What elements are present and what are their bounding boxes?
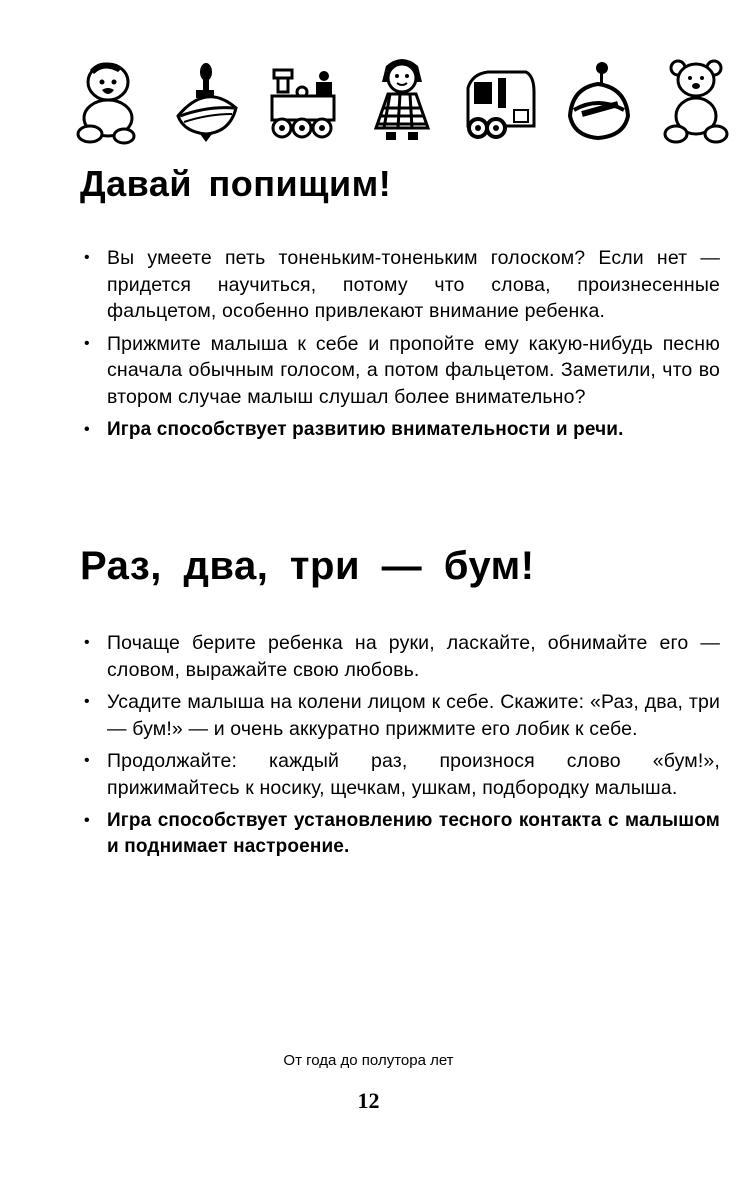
running-footer: От года до полутора лет bbox=[283, 1052, 454, 1069]
list-item-summary bbox=[82, 808, 720, 861]
list-item bbox=[82, 689, 720, 742]
toy-truck-icon bbox=[464, 52, 536, 148]
list-item-text: Игра способствует установлению тесного контакта с малышом и поднимает настроение. bbox=[107, 809, 720, 858]
bullet-icon: • bbox=[84, 811, 90, 829]
toy-train-icon bbox=[268, 52, 340, 148]
section-title: Давай попищим! bbox=[80, 163, 392, 204]
section-title: Раз, два, три — бум! bbox=[80, 544, 535, 588]
bullet-icon: • bbox=[84, 249, 90, 266]
list-item-text: Прижмите малыша к себе и пропойте ему какую-нибудь песню сначала обычным голосом, а потом фальцетом. Заметили, что во втором случае малыш слушал более внимательно? bbox=[107, 332, 720, 408]
list-item-text: Вы умеете петь тоненьким-тоненьким голоском? Если нет — придется научиться, потому что слова, произнесенные фальцетом, особенно привлекают внимание ребенка. bbox=[107, 247, 720, 323]
bullet-icon: • bbox=[84, 420, 90, 438]
teddy-bear-icon bbox=[660, 52, 732, 148]
header-illustrations bbox=[72, 48, 732, 148]
list-item-text: Усадите малыша на колени лицом к себе. Скажите: «Раз, два, три — бум!» — и очень аккуратно прижмите его лобик к себе. bbox=[107, 691, 720, 740]
list-item-summary bbox=[82, 417, 720, 444]
list-item bbox=[82, 748, 720, 801]
list-item bbox=[82, 245, 720, 325]
list-item-text: Почаще берите ребенка на руки, ласкайте, обнимайте его — словом, выражайте свою любовь. bbox=[107, 632, 720, 681]
doll-icon bbox=[366, 52, 438, 148]
bullet-icon: • bbox=[84, 752, 90, 770]
list-item-text: Игра способствует развитию внимательности и речи. bbox=[107, 418, 624, 440]
bullet-icon: • bbox=[84, 634, 90, 651]
section-bullet-list bbox=[82, 245, 720, 449]
spinning-top-round-icon bbox=[562, 52, 634, 148]
teddy-bear-with-cap-icon bbox=[72, 52, 144, 148]
list-item bbox=[82, 630, 720, 683]
spinning-top-icon bbox=[170, 52, 242, 148]
bullet-icon: • bbox=[84, 334, 90, 352]
list-item bbox=[82, 331, 720, 411]
list-item-text: Продолжайте: каждый раз, произнося слово «бум!», прижимайтесь к носику, щечкам, ушкам, подбородку малыша. bbox=[107, 750, 720, 799]
page-number: 12 bbox=[357, 1088, 380, 1113]
section-bullet-list bbox=[82, 630, 720, 867]
bullet-icon: • bbox=[84, 693, 90, 711]
